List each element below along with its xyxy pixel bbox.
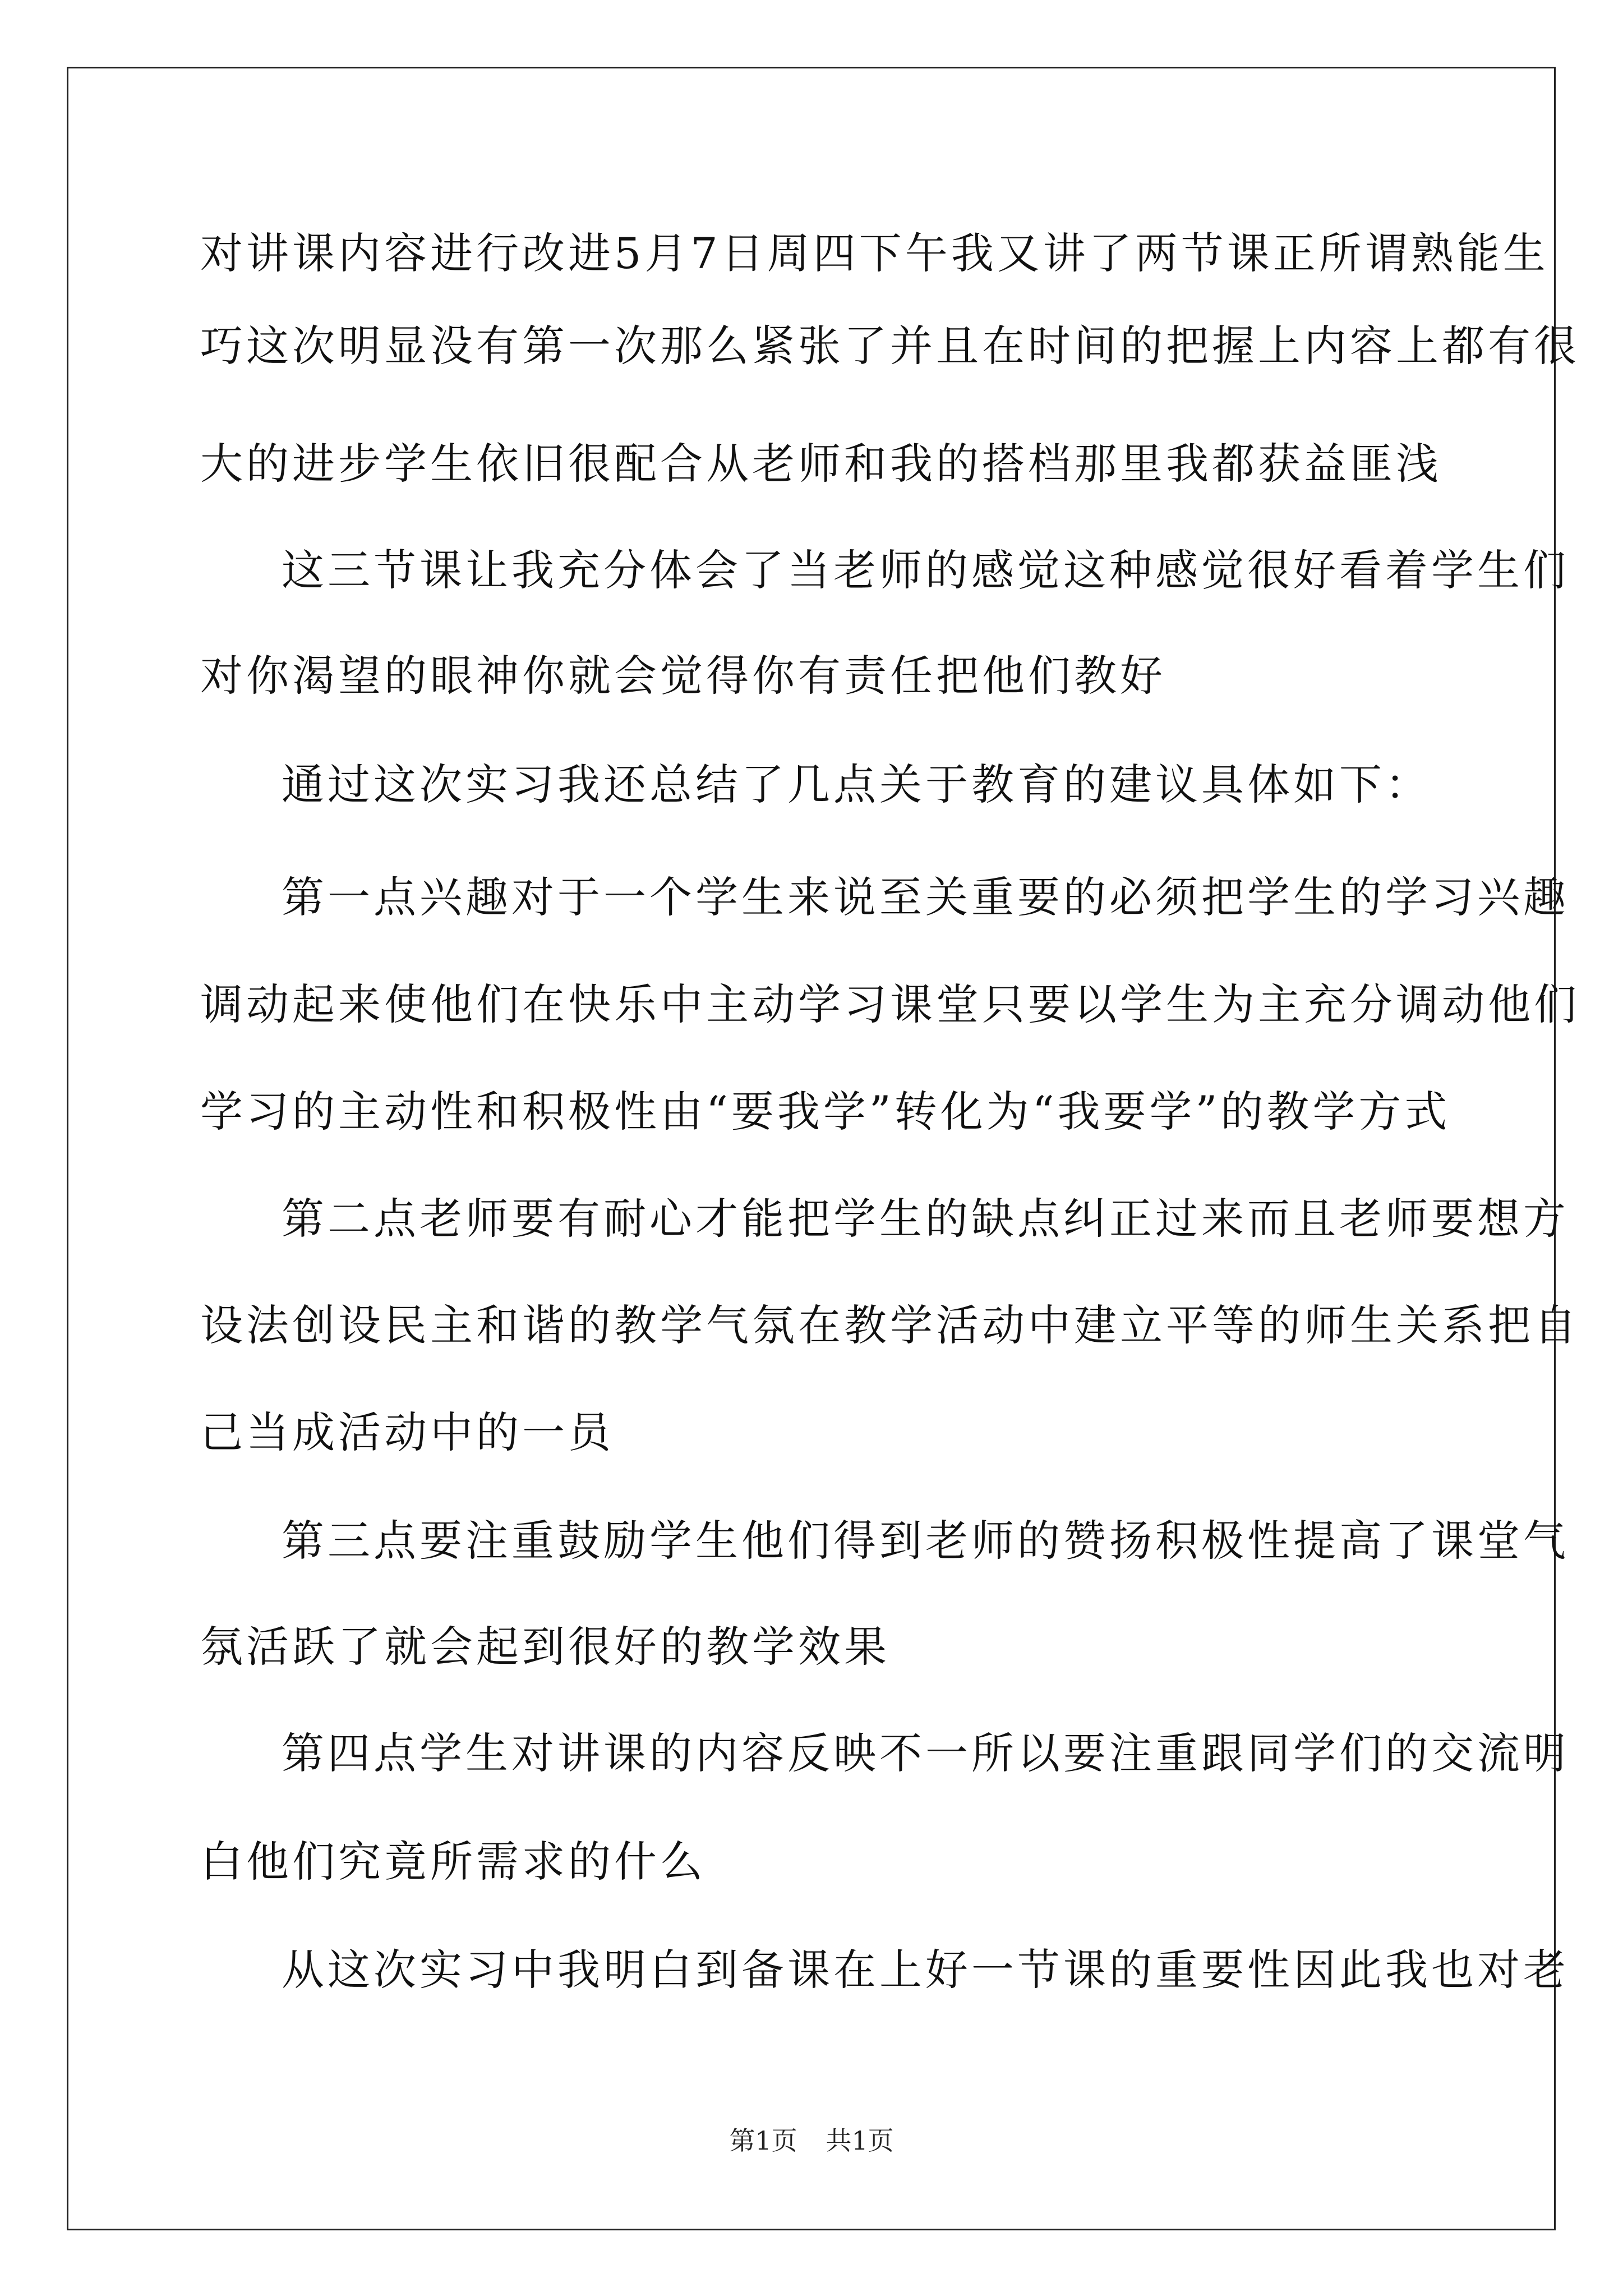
text-line: 己当成活动中的一员 [200, 1407, 614, 1457]
text-line: 白他们究竟所需求的什么 [200, 1837, 706, 1887]
text-line: 对你渴望的眼神你就会觉得你有责任把他们教好 [200, 651, 1166, 701]
paragraph-first-line: 这三节课让我充分体会了当老师的感觉这种感觉很好看着学生们 [282, 545, 1569, 595]
page-total: 共1页 [826, 2125, 894, 2156]
text-line: 学习的主动性和积极性由“要我学”转化为“我要学”的教学方式 [200, 1087, 1451, 1137]
paragraph-first-line: 第二点老师要有耐心才能把学生的缺点纠正过来而且老师要想方 [282, 1194, 1569, 1244]
text-line: 氛活跃了就会起到很好的教学效果 [200, 1622, 890, 1672]
paragraph-first-line: 从这次实习中我明白到备课在上好一节课的重要性因此我也对老 [282, 1945, 1569, 1995]
text-line: 调动起来使他们在快乐中主动学习课堂只要以学生为主充分调动他们 [200, 979, 1580, 1029]
paragraph-first-line: 通过这次实习我还总结了几点关于教育的建议具体如下： [282, 760, 1431, 809]
text-line: 对讲课内容进行改进5月7日周四下午我又讲了两节课正所谓熟能生 [200, 228, 1549, 278]
paragraph-first-line: 第四点学生对讲课的内容反映不一所以要注重跟同学们的交流明 [282, 1728, 1569, 1778]
page-border [67, 67, 1556, 2230]
text-line: 巧这次明显没有第一次那么紧张了并且在时间的把握上内容上都有很 [200, 321, 1580, 371]
page-number: 第1页 [729, 2125, 797, 2156]
text-line: 大的进步学生依旧很配合从老师和我的搭档那里我都获益匪浅 [200, 439, 1442, 489]
paragraph-first-line: 第三点要注重鼓励学生他们得到老师的赞扬积极性提高了课堂气 [282, 1516, 1569, 1566]
paragraph-first-line: 第一点兴趣对于一个学生来说至关重要的必须把学生的学习兴趣 [282, 872, 1569, 922]
text-line: 设法创设民主和谐的教学气氛在教学活动中建立平等的师生关系把自 [200, 1300, 1580, 1350]
page-footer [0, 2124, 1623, 2157]
